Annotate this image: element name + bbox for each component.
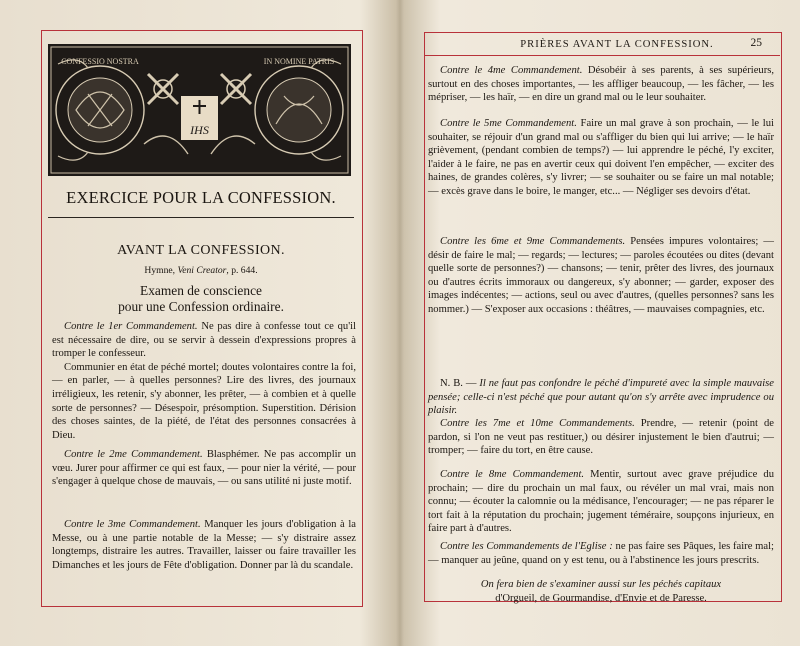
final-note-text: d'Orgueil, de Gourmandise, d'Envie et de Paresse.	[495, 592, 707, 604]
ornament-illustration	[48, 44, 351, 176]
final-note	[428, 578, 774, 605]
commandment-8	[428, 468, 774, 536]
right-page	[402, 0, 800, 646]
commandment-1-paragraph2: Communier en état de péché mortel; doutes volontaires contre la foi, — en parler, — à quelles personnes? Lire des livres, des journaux irréligieux, les retenir, s'y abonner, les prêter, — à combien et à quelle sorte de personnes? — Désespoir, présomption. Superstition. Dérision des choses saintes, de la piété, de l'état des personnes consacrées à Dieu.	[52, 361, 356, 441]
final-note-italic: On fera bien de s'examiner aussi sur les péchés capitaux	[480, 579, 722, 590]
commandment-1-text: Ne pas dire à confesse tout ce qu'il est nécessaire de dire, ou se servir à dessein d'expressions propres à tromper le confesseur.	[52, 321, 356, 360]
hymn-label: Hymne,	[144, 265, 176, 276]
commandment-6-9	[428, 235, 774, 317]
church-commandments-text: ne pas faire ses Pâques, les faire mal; — manquer au jeûne, quand on y est tenu, ou à l'abstinence les jours prescrits.	[428, 541, 774, 566]
commandment-2-text: Blasphémer. Ne pas accomplir un vœu. Jurer pour affirmer ce qui est faux, — pour nier la vérité, — pour s'engager à quelque chose de mauvais, — ou sans utilité ni juste motif.	[52, 449, 356, 488]
commandment-7-10-text: Prendre, — retenir (point de pardon, si l'on ne veut pas restituer,) ou désirer injustement le bien d'autrui; — tromper; — faire du tort, en être cause.	[428, 418, 774, 457]
church-commandments	[428, 540, 774, 567]
left-page	[0, 0, 398, 646]
commandment-4	[428, 64, 774, 105]
commandment-1	[52, 320, 356, 442]
exam-heading-line2: pour une Confession ordinaire.	[118, 299, 284, 314]
header-rule	[424, 55, 780, 56]
hymn-title: Veni Creator	[177, 265, 227, 276]
exam-heading-line1: Examen de conscience	[140, 283, 262, 298]
commandment-4-text: Désobéir à ses parents, à ses supérieurs, surtout en des choses importantes, — les affliger beaucoup, — les fâcher, — les mépriser, — les haïr, — en dire un grand mal ou le leur souhaiter.	[428, 65, 774, 104]
ornament-engraving	[48, 44, 351, 176]
commandment-5-label: Contre le 5me Commandement.	[440, 118, 577, 129]
commandment-8-label: Contre le 8me Commandement.	[440, 469, 585, 480]
ornament-text-left: CONFESSIO NOSTRA	[61, 57, 139, 66]
commandment-6-9-text: Pensées impures volontaires; — désir de faire le mal; — regards; — lectures; — paroles écoutées ou dites (devant quelle sorte de personnes?) — chansons; — tenir, prêter des livres, des journaux ou d'autres écrits immoraux ou dangereux, s'y abonner; — garder, exposer des images indécentes; — actions, seul ou avec d'autres, (quelles personnes? sans les nommer.) — S'exposer aux occasions : théâtres, — mauvaises compagnies, etc.	[428, 236, 775, 315]
ornament-text-right: IN NOMINE PATRIS	[263, 57, 335, 66]
commandment-1-label: Contre le 1er Commandement.	[64, 321, 198, 332]
commandment-6-9-label: Contre les 6me et 9me Commandements.	[440, 236, 626, 247]
commandment-7-10-label: Contre les 7me et 10me Commandements.	[440, 418, 635, 429]
commandment-8-text: Mentir, surtout avec grave préjudice du prochain; — dire du prochain un mal faux, ou révéler un mal vrai, mais non connu; — écouter la calomnie ou la médisance, l'encourager; — ne pas réparer le tort fait à la réputation du prochain; jugement téméraire, soupçons injurieux, en faire part à d'autres.	[428, 469, 774, 535]
commandment-2-label: Contre le 2me Commandement.	[64, 449, 203, 460]
page-title: EXERCICE POUR LA CONFESSION.	[66, 188, 336, 207]
section-title: AVANT LA CONFESSION.	[117, 243, 285, 258]
commandment-3	[52, 518, 356, 572]
hymn-page: , p. 644.	[226, 265, 258, 276]
exam-heading	[48, 283, 354, 315]
ornament-monogram: IHS	[190, 123, 209, 137]
commandment-4-label: Contre le 4me Commandement.	[440, 65, 583, 76]
nota-bene-text: Il ne faut pas confondre le péché d'impureté avec la simple mauvaise pensée; celle-ci n'est péché que pour autant qu'on s'y arrête avec imprudence ou plaisir.	[428, 378, 774, 417]
commandment-3-label: Contre le 3me Commandement.	[64, 519, 201, 530]
page-number: 25	[750, 37, 762, 49]
commandment-5	[428, 117, 774, 199]
commandment-7-10	[428, 417, 774, 458]
commandment-2	[52, 448, 356, 489]
church-commandments-label: Contre les Commandements de l'Eglise :	[440, 541, 613, 552]
running-head: PRIÈRES AVANT LA CONFESSION.	[520, 39, 714, 50]
title-rule	[48, 217, 354, 218]
commandment-3-text: Manquer les jours d'obligation à la Messe, ou à une partie notable de la Messe; — s'y distraire assez longtemps, distraire les autres. Travailler, laisser ou faire travailler les Dimanches et les jours de Fête d'obligation. Donner par là du scandale.	[52, 519, 356, 571]
nota-bene-label: N. B. —	[440, 378, 477, 389]
commandment-5-text: Faire un mal grave à son prochain, — le lui souhaiter, se réjouir d'un grand mal ou s'affliger du bien qui lui arrive; — le haïr grièvement, (pendant combien de temps?) — lui apprendre le péché, l'y exciter, l'aider à le faire, ne pas en avertir ceux qui doivent l'en empêcher, — exciter des haines, de grandes colères, s'y livrer; — se souhaiter ou se faire un mal notable; — excès grave dans le boire, le manger, etc... — Négliger ses devoirs d'état.	[428, 118, 774, 197]
hymn-reference	[48, 265, 354, 276]
nota-bene	[428, 377, 774, 418]
